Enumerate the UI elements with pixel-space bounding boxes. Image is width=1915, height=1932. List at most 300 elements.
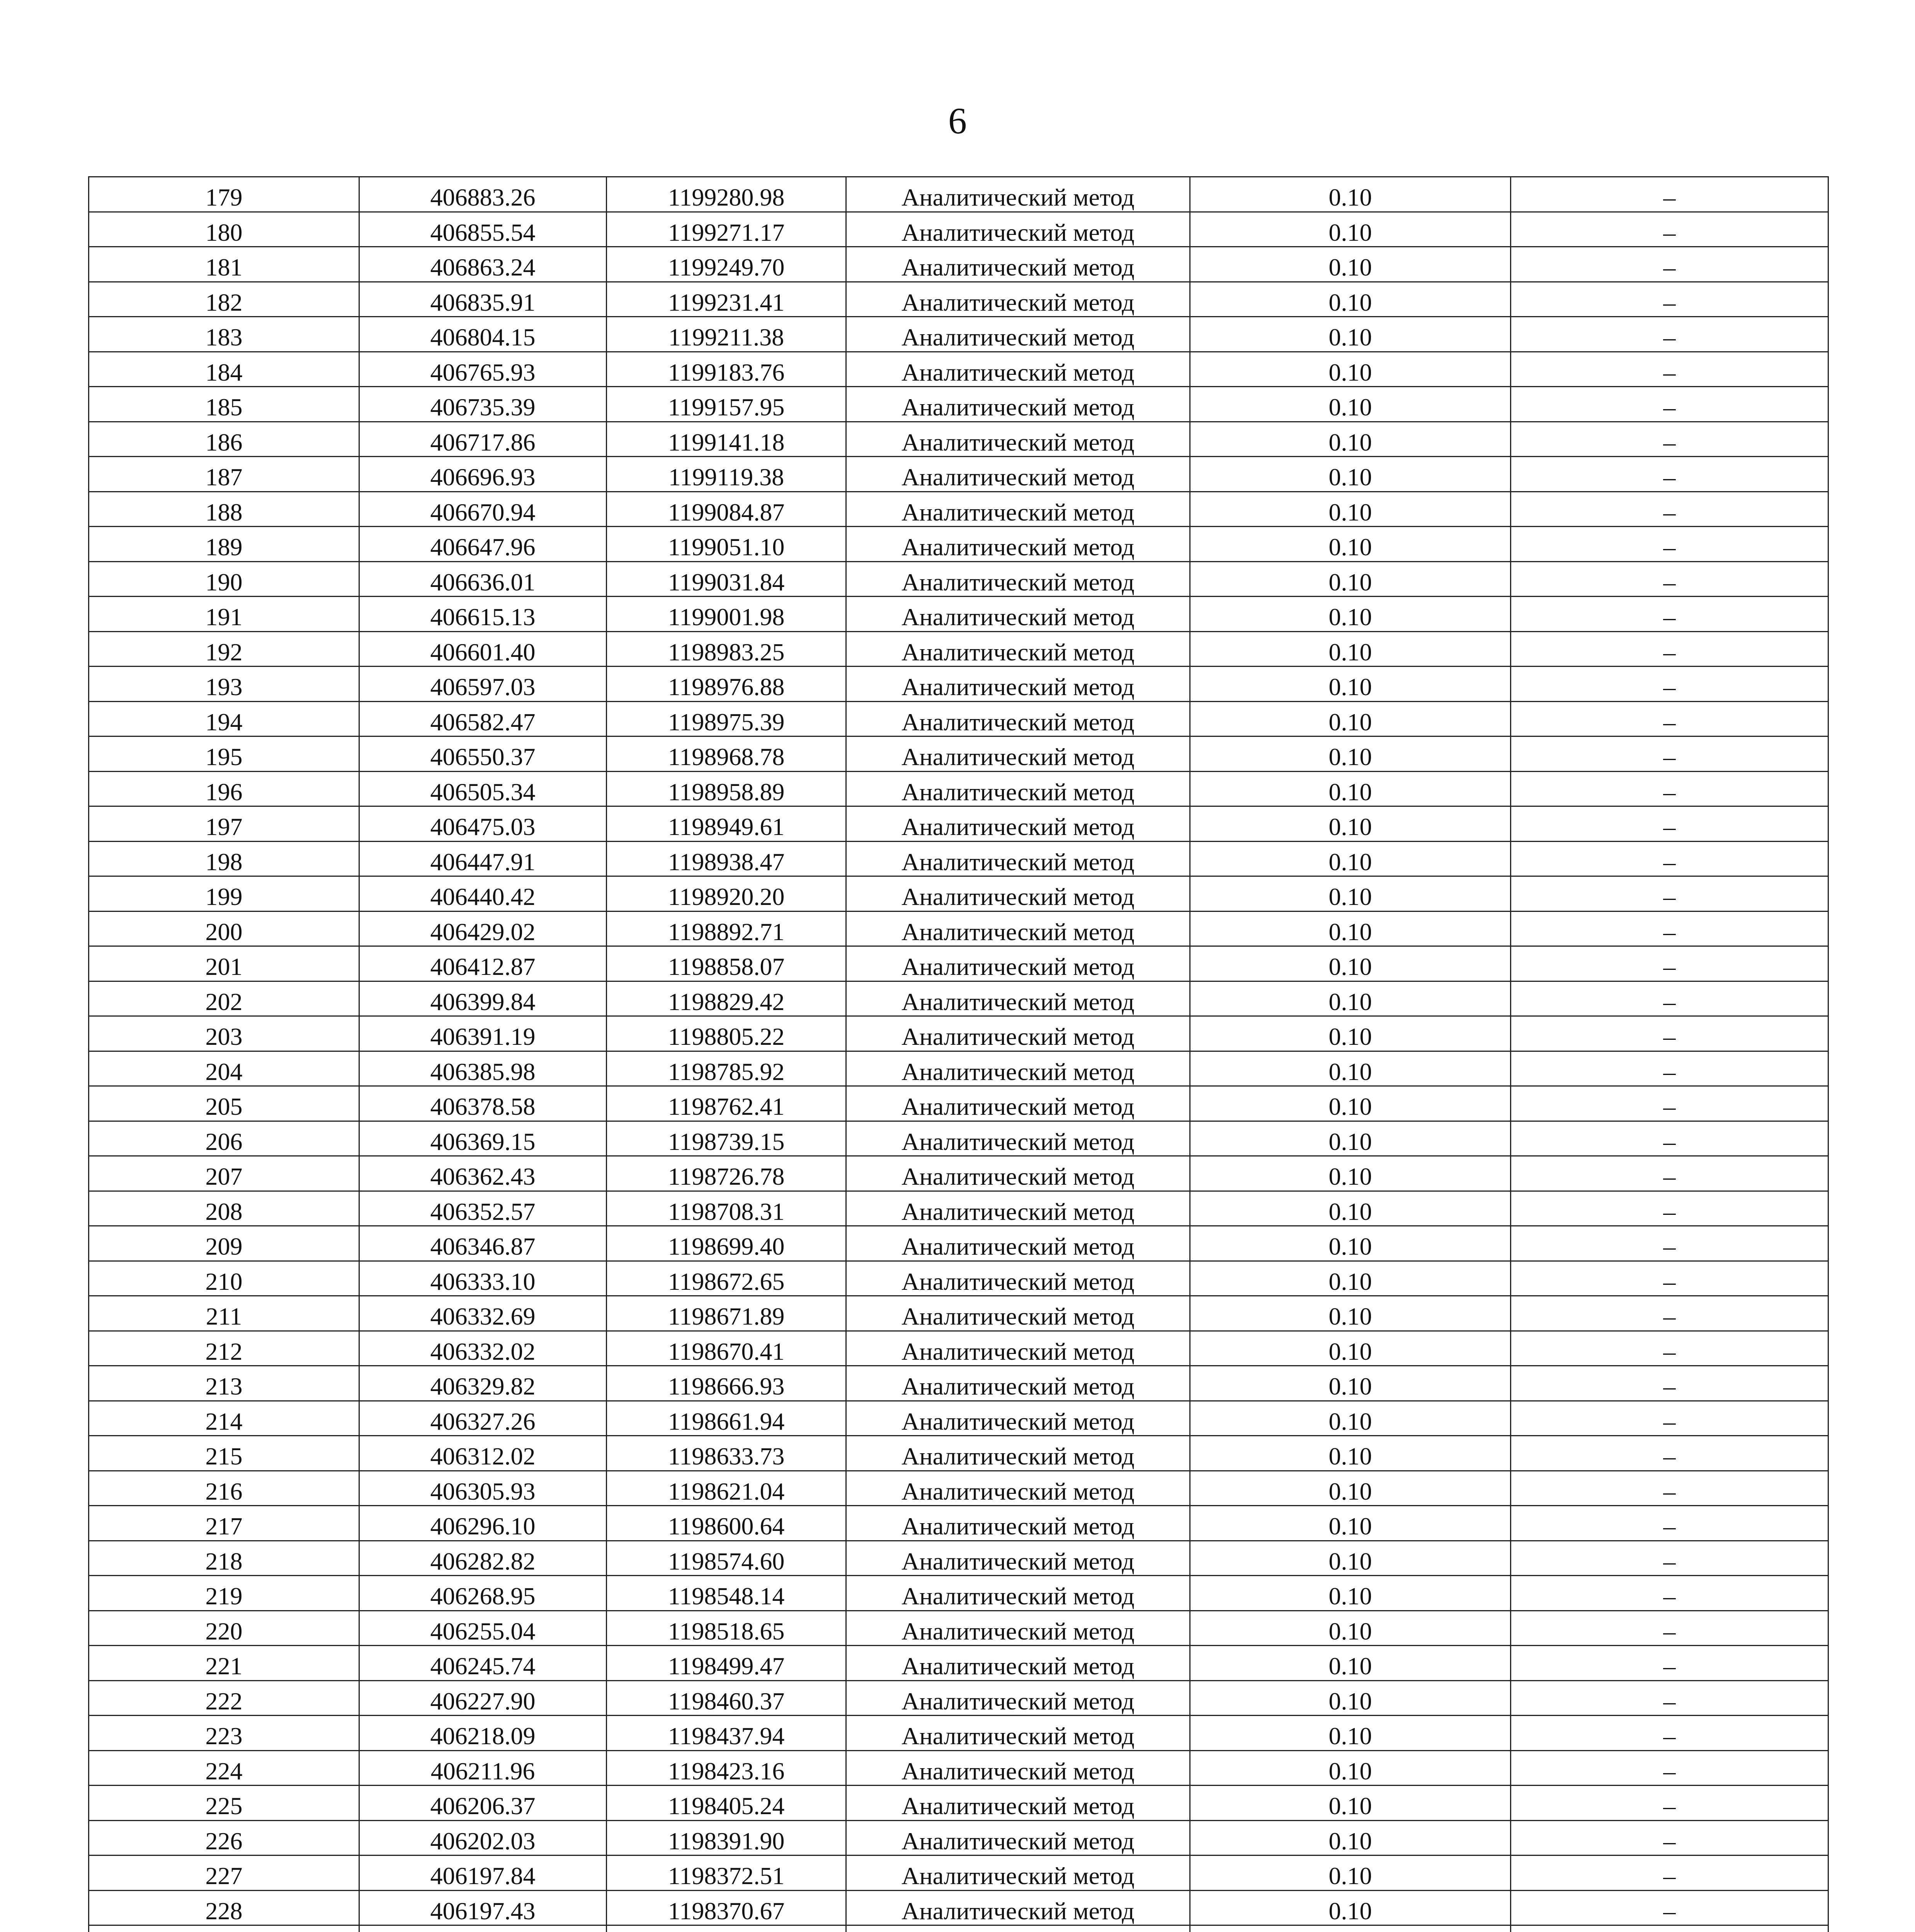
point-number-cell: 190 (89, 561, 359, 597)
table-row (89, 1855, 1828, 1891)
y-coordinate-cell: 1199249.70 (607, 247, 846, 282)
method-cell (846, 1925, 1190, 1932)
method-cell: Аналитический метод (846, 1226, 1190, 1261)
point-number-cell: 193 (89, 667, 359, 702)
y-coordinate-cell: 1198829.42 (607, 981, 846, 1016)
accuracy-cell: 0.10 (1190, 1156, 1511, 1191)
y-coordinate-cell: 1198460.37 (607, 1680, 846, 1716)
note-cell: – (1511, 1576, 1828, 1611)
accuracy-cell: 0.10 (1190, 1261, 1511, 1296)
y-coordinate-cell: 1198726.78 (607, 1156, 846, 1191)
y-coordinate-cell (607, 1925, 846, 1932)
y-coordinate-cell: 1198958.89 (607, 771, 846, 806)
note-cell: – (1511, 177, 1828, 212)
page-number: 6 (948, 100, 967, 141)
x-coordinate-cell: 406615.13 (359, 597, 607, 632)
note-cell: – (1511, 1611, 1828, 1646)
accuracy-cell: 0.10 (1190, 1541, 1511, 1576)
accuracy-cell: 0.10 (1190, 911, 1511, 946)
accuracy-cell: 0.10 (1190, 1820, 1511, 1855)
point-number-cell: 219 (89, 1576, 359, 1611)
method-cell: Аналитический метод (846, 1121, 1190, 1156)
table-row (89, 561, 1828, 597)
x-coordinate-cell: 406329.82 (359, 1366, 607, 1401)
accuracy-cell: 0.10 (1190, 1646, 1511, 1681)
y-coordinate-cell: 1198976.88 (607, 667, 846, 702)
table-row (89, 1471, 1828, 1506)
table-row (89, 911, 1828, 946)
method-cell: Аналитический метод (846, 1576, 1190, 1611)
accuracy-cell: 0.10 (1190, 1855, 1511, 1891)
x-coordinate-cell: 406332.02 (359, 1331, 607, 1366)
point-number-cell: 188 (89, 492, 359, 527)
accuracy-cell: 0.10 (1190, 1401, 1511, 1436)
method-cell: Аналитический метод (846, 527, 1190, 562)
note-cell: – (1511, 1366, 1828, 1401)
table-row (89, 212, 1828, 247)
y-coordinate-cell: 1199231.41 (607, 282, 846, 317)
accuracy-cell: 0.10 (1190, 771, 1511, 806)
table-row (89, 981, 1828, 1016)
note-cell: – (1511, 1541, 1828, 1576)
point-number-cell: 205 (89, 1086, 359, 1121)
note-cell: – (1511, 212, 1828, 247)
table-row (89, 876, 1828, 912)
x-coordinate-cell: 406429.02 (359, 911, 607, 946)
point-number-cell: 207 (89, 1156, 359, 1191)
point-number-cell: 201 (89, 946, 359, 981)
table-row (89, 631, 1828, 667)
x-coordinate-cell: 406227.90 (359, 1680, 607, 1716)
note-cell: – (1511, 1786, 1828, 1821)
table-row (89, 1191, 1828, 1226)
point-number-cell: 210 (89, 1261, 359, 1296)
table-row (89, 1820, 1828, 1855)
accuracy-cell: 0.10 (1190, 212, 1511, 247)
y-coordinate-cell: 1198892.71 (607, 911, 846, 946)
note-cell: – (1511, 387, 1828, 422)
x-coordinate-cell: 406582.47 (359, 701, 607, 736)
method-cell: Аналитический метод (846, 1471, 1190, 1506)
accuracy-cell: 0.10 (1190, 177, 1511, 212)
accuracy-cell: 0.10 (1190, 1086, 1511, 1121)
point-number-cell: 191 (89, 597, 359, 632)
y-coordinate-cell: 1199157.95 (607, 387, 846, 422)
table-row (89, 1436, 1828, 1471)
x-coordinate-cell: 406206.37 (359, 1786, 607, 1821)
table-row (89, 1611, 1828, 1646)
point-number-cell: 227 (89, 1855, 359, 1891)
accuracy-cell: 0.10 (1190, 736, 1511, 772)
y-coordinate-cell: 1198805.22 (607, 1016, 846, 1051)
table-row (89, 736, 1828, 772)
point-number-cell: 217 (89, 1506, 359, 1541)
accuracy-cell: 0.10 (1190, 667, 1511, 702)
y-coordinate-cell: 1198423.16 (607, 1750, 846, 1786)
method-cell: Аналитический метод (846, 1541, 1190, 1576)
accuracy-cell: 0.10 (1190, 317, 1511, 352)
note-cell: – (1511, 282, 1828, 317)
note-cell: – (1511, 561, 1828, 597)
note-cell: – (1511, 876, 1828, 912)
point-number-cell: 196 (89, 771, 359, 806)
y-coordinate-cell: 1199119.38 (607, 457, 846, 492)
note-cell: – (1511, 492, 1828, 527)
x-coordinate-cell: 406245.74 (359, 1646, 607, 1681)
y-coordinate-cell: 1198920.20 (607, 876, 846, 912)
x-coordinate-cell: 406412.87 (359, 946, 607, 981)
table-row (89, 1680, 1828, 1716)
note-cell (1511, 1925, 1828, 1932)
accuracy-cell: 0.10 (1190, 1051, 1511, 1086)
method-cell: Аналитический метод (846, 1716, 1190, 1751)
x-coordinate-cell: 406282.82 (359, 1541, 607, 1576)
accuracy-cell: 0.10 (1190, 1506, 1511, 1541)
x-coordinate-cell: 406670.94 (359, 492, 607, 527)
x-coordinate-cell: 406505.34 (359, 771, 607, 806)
y-coordinate-cell: 1198670.41 (607, 1331, 846, 1366)
method-cell: Аналитический метод (846, 492, 1190, 527)
x-coordinate-cell: 406197.43 (359, 1890, 607, 1925)
y-coordinate-cell: 1198621.04 (607, 1471, 846, 1506)
point-number-cell: 225 (89, 1786, 359, 1821)
note-cell: – (1511, 352, 1828, 387)
point-number-cell: 220 (89, 1611, 359, 1646)
note-cell: – (1511, 1296, 1828, 1331)
accuracy-cell (1190, 1925, 1511, 1932)
accuracy-cell: 0.10 (1190, 1611, 1511, 1646)
method-cell: Аналитический метод (846, 247, 1190, 282)
x-coordinate-cell: 406369.15 (359, 1121, 607, 1156)
y-coordinate-cell: 1198661.94 (607, 1401, 846, 1436)
note-cell: – (1511, 1191, 1828, 1226)
y-coordinate-cell: 1199051.10 (607, 527, 846, 562)
x-coordinate-cell: 406804.15 (359, 317, 607, 352)
table-row (89, 457, 1828, 492)
note-cell: – (1511, 247, 1828, 282)
method-cell: Аналитический метод (846, 282, 1190, 317)
point-number-cell: 187 (89, 457, 359, 492)
y-coordinate-cell: 1198600.64 (607, 1506, 846, 1541)
note-cell: – (1511, 1855, 1828, 1891)
y-coordinate-cell: 1198699.40 (607, 1226, 846, 1261)
x-coordinate-cell: 406696.93 (359, 457, 607, 492)
x-coordinate-cell: 406327.26 (359, 1401, 607, 1436)
method-cell: Аналитический метод (846, 701, 1190, 736)
method-cell: Аналитический метод (846, 806, 1190, 842)
note-cell: – (1511, 946, 1828, 981)
x-coordinate-cell: 406296.10 (359, 1506, 607, 1541)
method-cell: Аналитический метод (846, 1296, 1190, 1331)
table-row (89, 806, 1828, 842)
x-coordinate-cell (359, 1925, 607, 1932)
method-cell: Аналитический метод (846, 457, 1190, 492)
method-cell: Аналитический метод (846, 212, 1190, 247)
coordinates-table-body (89, 177, 1828, 1932)
point-number-cell (89, 1925, 359, 1932)
y-coordinate-cell: 1198666.93 (607, 1366, 846, 1401)
point-number-cell: 211 (89, 1296, 359, 1331)
note-cell: – (1511, 317, 1828, 352)
note-cell: – (1511, 1261, 1828, 1296)
table-row (89, 946, 1828, 981)
method-cell: Аналитический метод (846, 1331, 1190, 1366)
table-row (89, 1331, 1828, 1366)
method-cell: Аналитический метод (846, 1646, 1190, 1681)
note-cell: – (1511, 527, 1828, 562)
point-number-cell: 185 (89, 387, 359, 422)
note-cell: – (1511, 597, 1828, 632)
x-coordinate-cell: 406362.43 (359, 1156, 607, 1191)
accuracy-cell: 0.10 (1190, 806, 1511, 842)
note-cell: – (1511, 1716, 1828, 1751)
method-cell: Аналитический метод (846, 1786, 1190, 1821)
accuracy-cell: 0.10 (1190, 422, 1511, 457)
point-number-cell: 202 (89, 981, 359, 1016)
method-cell: Аналитический метод (846, 177, 1190, 212)
x-coordinate-cell: 406597.03 (359, 667, 607, 702)
accuracy-cell: 0.10 (1190, 527, 1511, 562)
x-coordinate-cell: 406312.02 (359, 1436, 607, 1471)
y-coordinate-cell: 1198437.94 (607, 1716, 846, 1751)
method-cell: Аналитический метод (846, 597, 1190, 632)
x-coordinate-cell: 406447.91 (359, 841, 607, 876)
point-number-cell: 198 (89, 841, 359, 876)
accuracy-cell: 0.10 (1190, 1121, 1511, 1156)
method-cell: Аналитический метод (846, 1261, 1190, 1296)
accuracy-cell: 0.10 (1190, 1750, 1511, 1786)
table-row (89, 492, 1828, 527)
note-cell: – (1511, 422, 1828, 457)
y-coordinate-cell: 1198949.61 (607, 806, 846, 842)
accuracy-cell: 0.10 (1190, 631, 1511, 667)
x-coordinate-cell: 406855.54 (359, 212, 607, 247)
method-cell: Аналитический метод (846, 1191, 1190, 1226)
x-coordinate-cell: 406636.01 (359, 561, 607, 597)
method-cell: Аналитический метод (846, 841, 1190, 876)
table-row (89, 352, 1828, 387)
method-cell: Аналитический метод (846, 771, 1190, 806)
accuracy-cell: 0.10 (1190, 1471, 1511, 1506)
note-cell: – (1511, 841, 1828, 876)
y-coordinate-cell: 1198938.47 (607, 841, 846, 876)
point-number-cell: 215 (89, 1436, 359, 1471)
accuracy-cell: 0.10 (1190, 1191, 1511, 1226)
method-cell: Аналитический метод (846, 1680, 1190, 1716)
table-row (89, 527, 1828, 562)
point-number-cell: 218 (89, 1541, 359, 1576)
table-row (89, 1226, 1828, 1261)
note-cell: – (1511, 1820, 1828, 1855)
method-cell: Аналитический метод (846, 981, 1190, 1016)
point-number-cell: 223 (89, 1716, 359, 1751)
note-cell: – (1511, 1401, 1828, 1436)
point-number-cell: 200 (89, 911, 359, 946)
y-coordinate-cell: 1198370.67 (607, 1890, 846, 1925)
accuracy-cell: 0.10 (1190, 1366, 1511, 1401)
note-cell: – (1511, 806, 1828, 842)
x-coordinate-cell: 406378.58 (359, 1086, 607, 1121)
method-cell: Аналитический метод (846, 1086, 1190, 1121)
method-cell: Аналитический метод (846, 1156, 1190, 1191)
table-row (89, 1366, 1828, 1401)
table-row (89, 1261, 1828, 1296)
point-number-cell: 222 (89, 1680, 359, 1716)
table-row (89, 247, 1828, 282)
table-row (89, 1051, 1828, 1086)
method-cell: Аналитический метод (846, 876, 1190, 912)
y-coordinate-cell: 1198983.25 (607, 631, 846, 667)
table-row (89, 1296, 1828, 1331)
x-coordinate-cell: 406399.84 (359, 981, 607, 1016)
note-cell: – (1511, 1890, 1828, 1925)
x-coordinate-cell: 406333.10 (359, 1261, 607, 1296)
x-coordinate-cell: 406883.26 (359, 177, 607, 212)
table-row (89, 771, 1828, 806)
point-number-cell: 197 (89, 806, 359, 842)
table-row (89, 1576, 1828, 1611)
x-coordinate-cell: 406550.37 (359, 736, 607, 772)
method-cell: Аналитический метод (846, 1890, 1190, 1925)
y-coordinate-cell: 1199211.38 (607, 317, 846, 352)
accuracy-cell: 0.10 (1190, 597, 1511, 632)
accuracy-cell: 0.10 (1190, 387, 1511, 422)
method-cell: Аналитический метод (846, 1016, 1190, 1051)
table-row (89, 1750, 1828, 1786)
point-number-cell: 224 (89, 1750, 359, 1786)
point-number-cell: 195 (89, 736, 359, 772)
table-row (89, 387, 1828, 422)
y-coordinate-cell: 1198858.07 (607, 946, 846, 981)
method-cell: Аналитический метод (846, 1436, 1190, 1471)
note-cell: – (1511, 631, 1828, 667)
y-coordinate-cell: 1198739.15 (607, 1121, 846, 1156)
y-coordinate-cell: 1198499.47 (607, 1646, 846, 1681)
point-number-cell: 194 (89, 701, 359, 736)
method-cell: Аналитический метод (846, 1506, 1190, 1541)
point-number-cell: 184 (89, 352, 359, 387)
note-cell: – (1511, 1471, 1828, 1506)
y-coordinate-cell: 1199001.98 (607, 597, 846, 632)
point-number-cell: 213 (89, 1366, 359, 1401)
x-coordinate-cell: 406352.57 (359, 1191, 607, 1226)
point-number-cell: 208 (89, 1191, 359, 1226)
point-number-cell: 179 (89, 177, 359, 212)
method-cell: Аналитический метод (846, 387, 1190, 422)
method-cell: Аналитический метод (846, 561, 1190, 597)
accuracy-cell: 0.10 (1190, 1716, 1511, 1751)
method-cell: Аналитический метод (846, 1051, 1190, 1086)
x-coordinate-cell: 406346.87 (359, 1226, 607, 1261)
y-coordinate-cell: 1199271.17 (607, 212, 846, 247)
y-coordinate-cell: 1199141.18 (607, 422, 846, 457)
x-coordinate-cell: 406835.91 (359, 282, 607, 317)
point-number-cell: 204 (89, 1051, 359, 1086)
point-number-cell: 183 (89, 317, 359, 352)
y-coordinate-cell: 1199031.84 (607, 561, 846, 597)
point-number-cell: 206 (89, 1121, 359, 1156)
x-coordinate-cell: 406440.42 (359, 876, 607, 912)
method-cell: Аналитический метод (846, 1366, 1190, 1401)
x-coordinate-cell: 406475.03 (359, 806, 607, 842)
point-number-cell: 228 (89, 1890, 359, 1925)
x-coordinate-cell: 406391.19 (359, 1016, 607, 1051)
table-row (89, 1016, 1828, 1051)
method-cell: Аналитический метод (846, 1820, 1190, 1855)
method-cell: Аналитический метод (846, 1401, 1190, 1436)
y-coordinate-cell: 1198785.92 (607, 1051, 846, 1086)
table-row (89, 1890, 1828, 1925)
x-coordinate-cell: 406863.24 (359, 247, 607, 282)
point-number-cell: 226 (89, 1820, 359, 1855)
y-coordinate-cell: 1198574.60 (607, 1541, 846, 1576)
note-cell: – (1511, 1121, 1828, 1156)
method-cell: Аналитический метод (846, 667, 1190, 702)
table-row (89, 422, 1828, 457)
point-number-cell: 181 (89, 247, 359, 282)
y-coordinate-cell: 1198708.31 (607, 1191, 846, 1226)
x-coordinate-cell: 406332.69 (359, 1296, 607, 1331)
accuracy-cell: 0.10 (1190, 492, 1511, 527)
note-cell: – (1511, 457, 1828, 492)
accuracy-cell: 0.10 (1190, 1890, 1511, 1925)
y-coordinate-cell: 1199280.98 (607, 177, 846, 212)
x-coordinate-cell: 406218.09 (359, 1716, 607, 1751)
y-coordinate-cell: 1199084.87 (607, 492, 846, 527)
y-coordinate-cell: 1198518.65 (607, 1611, 846, 1646)
note-cell: – (1511, 1750, 1828, 1786)
method-cell: Аналитический метод (846, 1611, 1190, 1646)
table-row (89, 1156, 1828, 1191)
note-cell: – (1511, 736, 1828, 772)
method-cell: Аналитический метод (846, 352, 1190, 387)
table-row (89, 1716, 1828, 1751)
point-number-cell: 221 (89, 1646, 359, 1681)
note-cell: – (1511, 667, 1828, 702)
table-row (89, 1541, 1828, 1576)
point-number-cell: 216 (89, 1471, 359, 1506)
point-number-cell: 192 (89, 631, 359, 667)
point-number-cell: 182 (89, 282, 359, 317)
table-row (89, 282, 1828, 317)
coordinates-table (88, 176, 1829, 1932)
x-coordinate-cell: 406647.96 (359, 527, 607, 562)
table-row (89, 701, 1828, 736)
accuracy-cell: 0.10 (1190, 1786, 1511, 1821)
method-cell: Аналитический метод (846, 1750, 1190, 1786)
y-coordinate-cell: 1199183.76 (607, 352, 846, 387)
accuracy-cell: 0.10 (1190, 1576, 1511, 1611)
x-coordinate-cell: 406305.93 (359, 1471, 607, 1506)
accuracy-cell: 0.10 (1190, 352, 1511, 387)
note-cell: – (1511, 701, 1828, 736)
note-cell: – (1511, 1156, 1828, 1191)
note-cell: – (1511, 1506, 1828, 1541)
y-coordinate-cell: 1198975.39 (607, 701, 846, 736)
x-coordinate-cell: 406211.96 (359, 1750, 607, 1786)
note-cell: – (1511, 1436, 1828, 1471)
table-row (89, 841, 1828, 876)
x-coordinate-cell: 406197.84 (359, 1855, 607, 1891)
x-coordinate-cell: 406268.95 (359, 1576, 607, 1611)
accuracy-cell: 0.10 (1190, 946, 1511, 981)
table-row (89, 1925, 1828, 1932)
accuracy-cell: 0.10 (1190, 282, 1511, 317)
note-cell: – (1511, 1086, 1828, 1121)
x-coordinate-cell: 406735.39 (359, 387, 607, 422)
note-cell: – (1511, 1226, 1828, 1261)
accuracy-cell: 0.10 (1190, 1226, 1511, 1261)
